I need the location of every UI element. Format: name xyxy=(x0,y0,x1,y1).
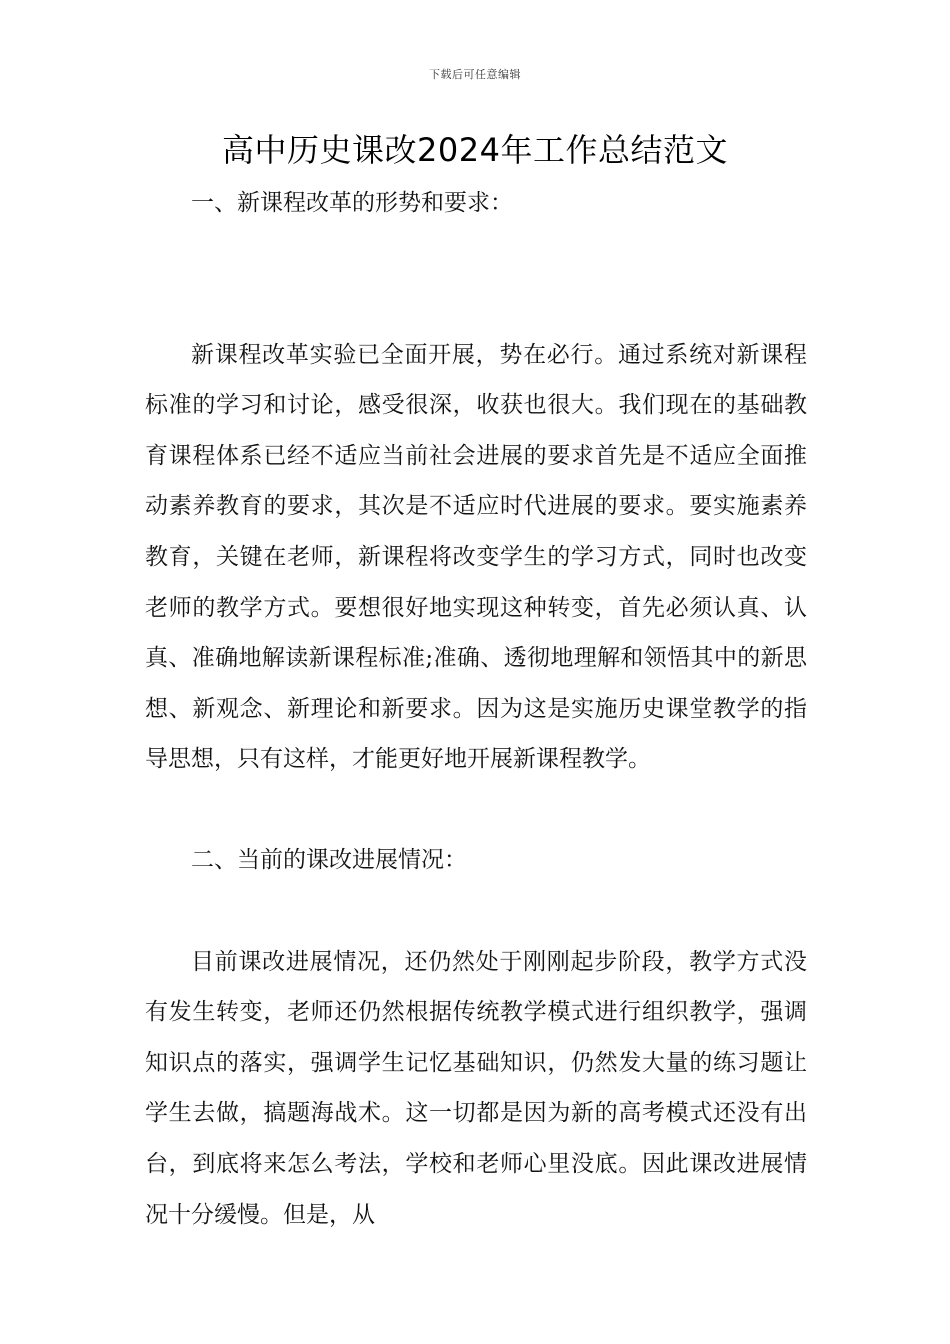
section-paragraph-1: 新课程改革实验已全面开展，势在必行。通过系统对新课程标准的学习和讨论，感受很深，收获也很大。我们现在的基础教育课程体系已经不适应当前社会进展的要求首先是不适应全面推动素养教育的要求，其次是不适应时代进展的要求。要实施素养教育，关键在老师，新课程将改变学生的学习方式，同时也改变老师的教学方式。要想很好地实现这种转变，首先必须认真、认真、准确地解读新课程标准;准确、透彻地理解和领悟其中的新思想、新观念、新理论和新要求。因为这是实施历史课堂教学的指导思想，只有这样，才能更好地开展新课程教学。 xyxy=(145,341,807,773)
header-note: 下载后可任意编辑 xyxy=(429,68,521,81)
document-body xyxy=(145,178,807,1240)
section-heading-2: 二、当前的课改进展情况： xyxy=(191,846,467,873)
document-title: 高中历史课改2024年工作总结范文 xyxy=(222,131,728,169)
section-paragraph-2: 目前课改进展情况，还仍然处于刚刚起步阶段，教学方式没有发生转变，老师还仍然根据传统教学模式进行组织教学，强调知识点的落实，强调学生记忆基础知识，仍然发大量的练习题让学生去做，搞题海战术。这一切都是因为新的高考模式还没有出台，到底将来怎么考法，学校和老师心里没底。因此课改进展情况十分缓慢。但是，从 xyxy=(145,948,807,1228)
section-heading-1: 一、新课程改革的形势和要求： xyxy=(191,190,513,216)
